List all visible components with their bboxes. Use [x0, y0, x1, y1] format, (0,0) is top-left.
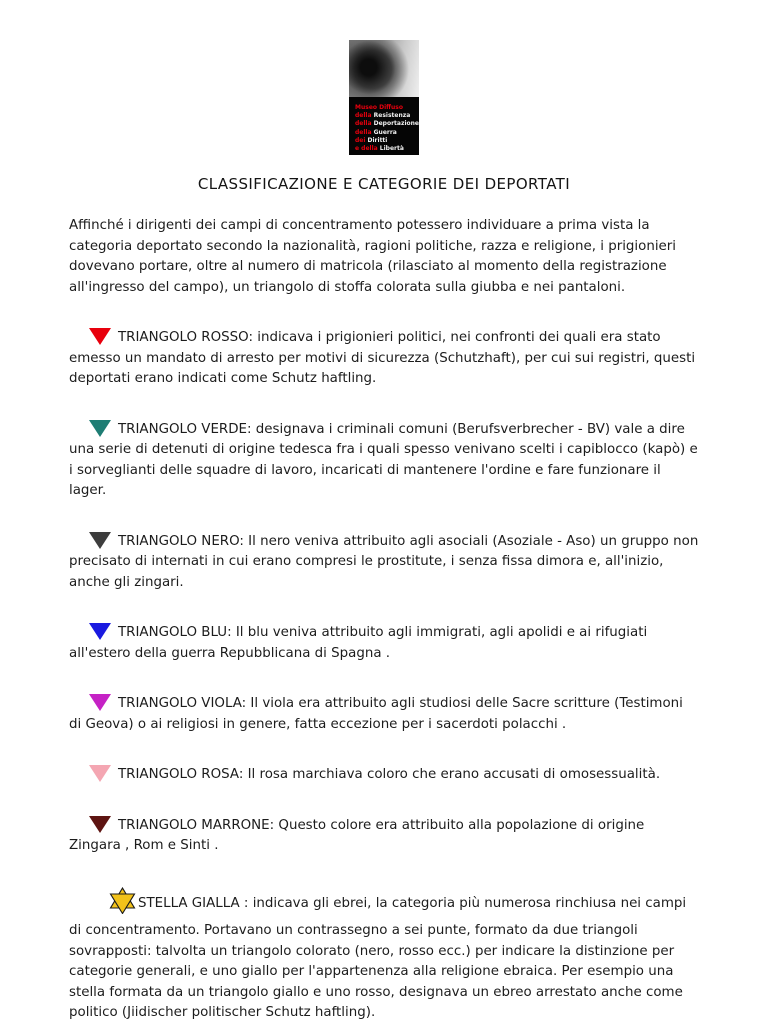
- logo-line-red: della: [355, 112, 374, 120]
- category-label: TRIANGOLO MARRONE:: [118, 817, 279, 833]
- blue-triangle-icon: [89, 623, 111, 640]
- yellow-star-icon: [89, 887, 136, 922]
- category-label: TRIANGOLO VERDE:: [118, 421, 256, 437]
- page-title: CLASSIFICAZIONE E CATEGORIE DEI DEPORTATI: [197, 175, 571, 193]
- black-triangle-icon: [89, 532, 111, 549]
- category-triangolo-rosso: [69, 328, 699, 390]
- logo-line-white: Guerra: [373, 128, 397, 136]
- logo-line: [355, 129, 419, 137]
- category-label: TRIANGOLO ROSSO:: [118, 330, 258, 345]
- museum-logo-text-block: [349, 97, 419, 155]
- category-label: TRIANGOLO ROSA:: [118, 767, 248, 782]
- logo-line: [355, 120, 419, 128]
- violet-triangle-icon: [89, 694, 111, 711]
- logo-line-red: e della: [355, 145, 380, 153]
- logo-line: [355, 145, 419, 153]
- brown-triangle-icon: [89, 816, 111, 833]
- category-text: Il blu veniva attribuito agli immigrati, agli apolidi e ai rifugiati all'estero della guerra Repubblicana di Spagna .: [69, 625, 648, 661]
- logo-line-red: della: [355, 120, 374, 128]
- category-text: Questo colore era attribuito alla popolazione di origine Zingara , Rom e Sinti .: [69, 817, 645, 853]
- category-label: STELLA GIALLA :: [138, 895, 253, 911]
- category-text: designava i criminali comuni (Berufsverbrecher - BV) vale a dire una serie di detenuti di origine tedesca fra i quali spesso venivano scelti i capiblocco (kapò) e i sorveglianti delle squadre di lavoro, incaricati di mantenere l'ordine e fare funzionare il lager.: [69, 421, 698, 498]
- logo-line: [355, 112, 419, 120]
- logo-line-white: Diritti: [367, 136, 388, 144]
- category-label: TRIANGOLO NERO:: [118, 533, 249, 549]
- category-text: indicava gli ebrei, la categoria più numerosa rinchiusa nei campi di concentramento. Portavano un contrassegno a sei punte, formato da due triangoli sovrapposti: talvolta un triangolo colorato (nero, rosso ecc.) per indicare la distinzione per categorie generali, e uno giallo per l'appartenenza alla religione ebraica. Per esempio una stella formata da un triangolo giallo e uno rosso, designava un ebreo arrestato anche come politico (Jiidischer politischer Schutz haftling).: [69, 895, 687, 1020]
- category-triangolo-marrone: [69, 816, 699, 857]
- category-label: TRIANGOLO BLU:: [118, 625, 236, 640]
- category-triangolo-blu: [69, 623, 699, 664]
- logo-line-white: Resistenza: [373, 112, 411, 120]
- museum-logo: [349, 40, 419, 155]
- category-label: TRIANGOLO VIOLA:: [118, 696, 251, 711]
- category-text: indicava i prigionieri politici, nei confronti dei quali era stato emesso un mandato di arresto per motivi di sicurezza (Schutzhaft), per cui sui registri, questi deportati erano indicati come Schutz haftling.: [69, 330, 696, 386]
- category-text: Il nero veniva attribuito agli asociali (Asoziale - Aso) un gruppo non precisato di internati in cui erano compresi le prostitute, i senza fissa dimora e, all'inizio, anche gli zingari.: [69, 533, 699, 590]
- green-triangle-icon: [89, 420, 111, 437]
- logo-line-red: dei: [355, 136, 368, 144]
- logo-line-white: Deportazione: [373, 120, 419, 128]
- category-triangolo-viola: [69, 694, 699, 735]
- category-triangolo-rosa: [69, 765, 699, 786]
- logo-line: [355, 104, 419, 112]
- category-triangolo-verde: [69, 420, 699, 502]
- category-stella-gialla: [69, 887, 699, 1024]
- pink-triangle-icon: [89, 765, 111, 782]
- logo-line-red: Museo Diffuso: [355, 104, 403, 111]
- red-triangle-icon: [89, 328, 111, 345]
- category-text: Il rosa marchiava coloro che erano accusati di omosessualità.: [247, 767, 661, 782]
- intro-paragraph: Affinché i dirigenti dei campi di concentramento potessero individuare a prima vista la categoria deportato secondo la nazionalità, ragioni politiche, razza e religione, i prigionieri dovevano portare, oltre al numero di matricola (rilasciato al momento della registrazione all'ingresso del campo), un triangolo di stoffa colorata sulla giubba e nei pantaloni.: [69, 218, 676, 295]
- category-triangolo-nero: [69, 532, 699, 594]
- museum-photo: [349, 40, 419, 97]
- logo-line-white: Libertà: [379, 145, 404, 153]
- logo-line: [355, 137, 419, 145]
- logo-line-red: della: [355, 128, 374, 136]
- category-text: Il viola era attribuito agli studiosi delle Sacre scritture (Testimoni di Geova) o ai religiosi in genere, fatta eccezione per i sacerdoti polacchi .: [69, 696, 683, 732]
